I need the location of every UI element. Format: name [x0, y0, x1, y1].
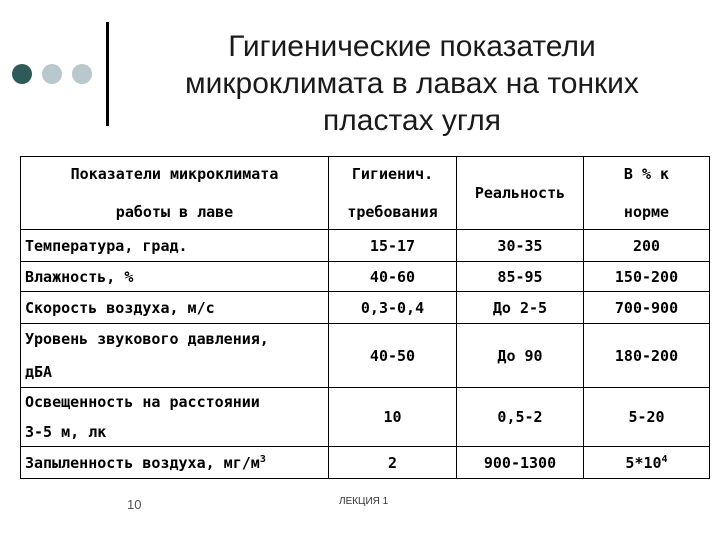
header-indicator-line1: Показатели микроклимата: [70, 165, 279, 183]
header-requirement: [329, 157, 457, 230]
row-requirement: 40-50: [329, 324, 457, 388]
row-reality: До 2-5: [457, 292, 584, 324]
row-percent: [584, 447, 710, 479]
page-number: 10: [127, 497, 142, 512]
row-indicator-line1: Освещенность на расстоянии: [25, 393, 260, 411]
row-reality: 900-1300: [457, 447, 584, 479]
header-reality: [457, 157, 584, 230]
header-percent: [584, 157, 710, 230]
row-percent: 5-20: [584, 388, 710, 447]
header-requirement-line2: требования: [347, 203, 438, 221]
row-indicator: [21, 447, 329, 479]
header-percent-line2: норме: [623, 203, 670, 221]
table-header-row: [21, 157, 710, 230]
row-indicator: [21, 388, 329, 447]
table-row: [21, 262, 710, 292]
row-indicator-superscript: 3: [259, 453, 266, 465]
row-requirement: 2: [329, 447, 457, 479]
header-reality-label: Реальность: [474, 184, 566, 202]
row-reality: 85-95: [457, 262, 584, 292]
row-reality: 0,5-2: [457, 388, 584, 447]
title-line-1: Гигиенические показатели: [228, 30, 596, 63]
header-indicator: [21, 157, 329, 230]
row-percent: 700-900: [584, 292, 710, 324]
header-indicator-line2: работы в лаве: [115, 203, 234, 221]
row-reality: 30-35: [457, 230, 584, 262]
row-percent-text: 5*10: [625, 453, 662, 472]
title-divider: [106, 22, 109, 126]
row-indicator: Температура, град.: [21, 230, 329, 262]
slide-title: [116, 28, 708, 139]
row-percent: 180-200: [584, 324, 710, 388]
table-row: [21, 324, 710, 388]
row-requirement: 40-60: [329, 262, 457, 292]
row-indicator-text: Запыленность воздуха, мг/м: [25, 453, 260, 472]
dot-light: [42, 64, 62, 84]
header-requirement-line1: Гигиенич.: [351, 165, 434, 183]
table-row: [21, 447, 710, 479]
title-line-2: микроклимата в лавах на тонких: [185, 67, 639, 100]
row-percent: 150-200: [584, 262, 710, 292]
row-reality: До 90: [457, 324, 584, 388]
row-percent-superscript: 4: [661, 453, 668, 465]
row-requirement: 10: [329, 388, 457, 447]
row-indicator-line2: дБА: [25, 363, 53, 381]
table-row: [21, 388, 710, 447]
lecture-label: ЛЕКЦИЯ 1: [339, 496, 389, 507]
row-indicator: Влажность, %: [21, 262, 329, 292]
dot-light: [72, 64, 92, 84]
row-requirement: 15-17: [329, 230, 457, 262]
row-indicator-line2: 3-5 м, лк: [25, 423, 107, 441]
row-requirement: 0,3-0,4: [329, 292, 457, 324]
row-percent: 200: [584, 230, 710, 262]
header-percent-line1: В % к: [623, 165, 670, 183]
row-indicator-line1: Уровень звукового давления,: [25, 330, 269, 348]
table-row: [21, 230, 710, 262]
title-line-3: пластах угля: [323, 104, 501, 137]
row-indicator: [21, 324, 329, 388]
dot-dark: [12, 64, 32, 84]
row-indicator: Скорость воздуха, м/с: [21, 292, 329, 324]
table-row: [21, 292, 710, 324]
microclimate-table: [20, 156, 709, 479]
